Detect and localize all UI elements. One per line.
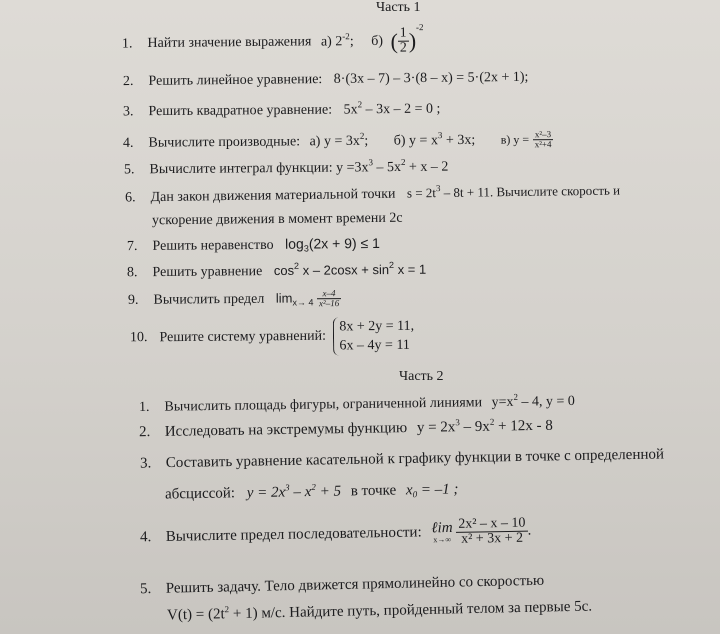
- item-text: ускорение движения в момент времени 2с: [151, 210, 403, 229]
- numerator: 1: [398, 27, 409, 42]
- math: y = 2x: [416, 419, 456, 436]
- exponent: 3: [435, 183, 441, 194]
- item-text: Исследовать на экстремумы функцию: [164, 420, 408, 440]
- p1-item-5: [123, 156, 449, 180]
- math: log: [285, 235, 304, 252]
- math: y = 2x: [246, 484, 286, 502]
- fraction: [456, 517, 528, 547]
- item-number: 6.: [124, 190, 136, 206]
- exponent: -2: [342, 30, 350, 41]
- item-number: 5.: [139, 580, 152, 598]
- exponent: 2: [357, 99, 363, 110]
- item-text: Решить квадратное уравнение:: [148, 102, 333, 120]
- p1-item-3: [123, 101, 441, 122]
- subscript: x→∞: [433, 534, 452, 545]
- numerator: 2x² – x – 10: [456, 517, 527, 533]
- item-text: Решить неравенство: [152, 237, 274, 254]
- fraction: [533, 130, 554, 149]
- math: ;: [364, 133, 369, 149]
- math: + x – 2: [405, 159, 449, 175]
- math: – 5x: [372, 159, 402, 176]
- math: (2x + 9) ≤ 1: [308, 234, 380, 252]
- fraction: [398, 27, 409, 56]
- exponent: 2: [400, 156, 406, 167]
- math: б) y = x: [393, 133, 438, 149]
- denominator: x²+4: [534, 139, 552, 150]
- math: V(t) = (2t: [166, 606, 225, 624]
- item-number: 10.: [129, 330, 148, 346]
- item-number: 1.: [138, 399, 150, 416]
- item-number: 5.: [123, 162, 135, 178]
- p1-item-9: [128, 289, 341, 310]
- math: + 12x - 8: [494, 417, 553, 435]
- item-text: Решить уравнение: [152, 264, 263, 281]
- math: – 4, y = 0: [517, 393, 575, 410]
- item-text: Решить задачу. Тело движется прямолинейно со скоростью: [165, 572, 545, 597]
- equation: 6x – 4y = 11: [339, 337, 410, 354]
- math: x – 2cosx + sin: [299, 262, 390, 278]
- item-number: 9.: [127, 292, 139, 308]
- p1-item-4: [123, 130, 554, 153]
- math: – 8t + 11. Вычислите скорость и: [440, 182, 621, 201]
- math: + 1) м/с. Найдите путь, пройденный телом за первые 5с.: [228, 598, 593, 623]
- numerator: x²–3: [533, 130, 554, 140]
- p1-item-6-cont: [152, 210, 403, 231]
- item-text: абсциссой:: [164, 485, 236, 503]
- math: s = 2t: [406, 185, 437, 201]
- part1-title: Часть 1: [376, 0, 421, 15]
- math: .: [527, 522, 532, 539]
- math: 8·(3x – 7) – 3·(8 – x) = 5·(2x + 1);: [333, 69, 529, 87]
- p1-item-10: [130, 317, 415, 357]
- math: = –1 ;: [416, 481, 459, 499]
- item-number: 2.: [138, 424, 151, 441]
- item-number: 1.: [121, 36, 133, 52]
- item-text: Дан закон движения материальной точки: [150, 186, 396, 206]
- p1-item-7: [127, 234, 380, 256]
- math: – 3x – 2 = 0 ;: [362, 101, 441, 118]
- exponent: 3: [285, 482, 290, 493]
- part2-title: Часть 2: [399, 369, 444, 384]
- math: x: [405, 482, 413, 499]
- math: – 9x: [459, 418, 490, 436]
- denominator: 2: [399, 40, 407, 56]
- math: + 5: [315, 483, 342, 500]
- item-text: Вычислить предел: [153, 291, 265, 308]
- item-text: Решите систему уравнений:: [159, 328, 326, 346]
- exponent: 2: [224, 604, 230, 615]
- exponent: 2: [359, 130, 365, 141]
- math: а) y = 3x: [309, 133, 360, 150]
- equation: 8x + 2y = 11,: [339, 318, 415, 335]
- exponent: 2: [513, 391, 518, 402]
- item-text: в точке: [350, 482, 397, 500]
- item-number: 4.: [139, 529, 152, 546]
- math: cos: [273, 262, 295, 279]
- math: ℓim: [431, 519, 453, 537]
- item-number: 2.: [122, 74, 134, 90]
- p1-item-2: [123, 69, 529, 91]
- subscript: 3: [303, 243, 309, 254]
- p2-item-5: [140, 571, 544, 599]
- item-number: 3.: [139, 455, 152, 472]
- subscript: 0: [412, 489, 418, 500]
- p1-item-6: [125, 182, 620, 208]
- p2-item-3-cont: [165, 479, 459, 504]
- item-text: Вычислите производные:: [148, 134, 301, 151]
- limit: [431, 521, 453, 544]
- item-text: Составить уравнение касательной к графику функции в точке с определенной: [165, 446, 665, 472]
- item-text: Решить линейное уравнение:: [148, 72, 323, 89]
- denominator: x²–16: [318, 298, 340, 309]
- p1-item-1: 1. Найти значение выражения а) $2^{-2}$; б) ( $\frac{1}{2}$ )$^{-2}$: [121, 22, 424, 56]
- math: – x: [289, 484, 312, 501]
- item-number: 4.: [122, 135, 134, 151]
- math: x = 1: [393, 261, 427, 277]
- numerator: x–4: [317, 289, 341, 299]
- p2-item-3: [140, 444, 664, 473]
- math: y=x: [491, 394, 514, 411]
- exponent: 3: [455, 417, 460, 428]
- p1-item-8: [127, 261, 426, 283]
- p2-item-5-cont: [167, 597, 592, 626]
- exponent: 2: [489, 416, 495, 427]
- item-text: Вычислите предел последовательности:: [165, 524, 422, 545]
- item-text: Вычислите интеграл функции: y =3x: [149, 160, 369, 178]
- item-text: Вычислить площадь фигуры, ограниченной линиями: [164, 395, 483, 415]
- item-number: 8.: [126, 265, 138, 281]
- exponent: -2: [415, 22, 424, 33]
- fraction: [317, 289, 341, 308]
- math: 5x: [343, 102, 358, 118]
- exponent: 2: [388, 259, 395, 271]
- math: ;: [349, 33, 354, 49]
- subscript: x→ 4: [292, 297, 314, 308]
- exponent: 2: [311, 481, 316, 493]
- item-number: 7.: [126, 239, 138, 255]
- math: + 3x;: [442, 132, 476, 149]
- math: а) 2: [320, 33, 343, 50]
- p2-item-1: [139, 392, 575, 418]
- denominator: x² + 3x + 2: [461, 530, 524, 547]
- exponent: 2: [293, 260, 300, 271]
- math: в) y =: [500, 132, 530, 147]
- p2-item-4: [140, 517, 532, 553]
- math: б): [371, 33, 384, 49]
- equation-system: [333, 317, 414, 356]
- math: lim: [275, 290, 293, 306]
- item-text: Найти значение выражения: [147, 34, 312, 52]
- exponent: 3: [437, 130, 443, 141]
- exponent: 3: [368, 157, 373, 168]
- item-number: 3.: [122, 104, 134, 120]
- p2-item-2: [139, 416, 553, 442]
